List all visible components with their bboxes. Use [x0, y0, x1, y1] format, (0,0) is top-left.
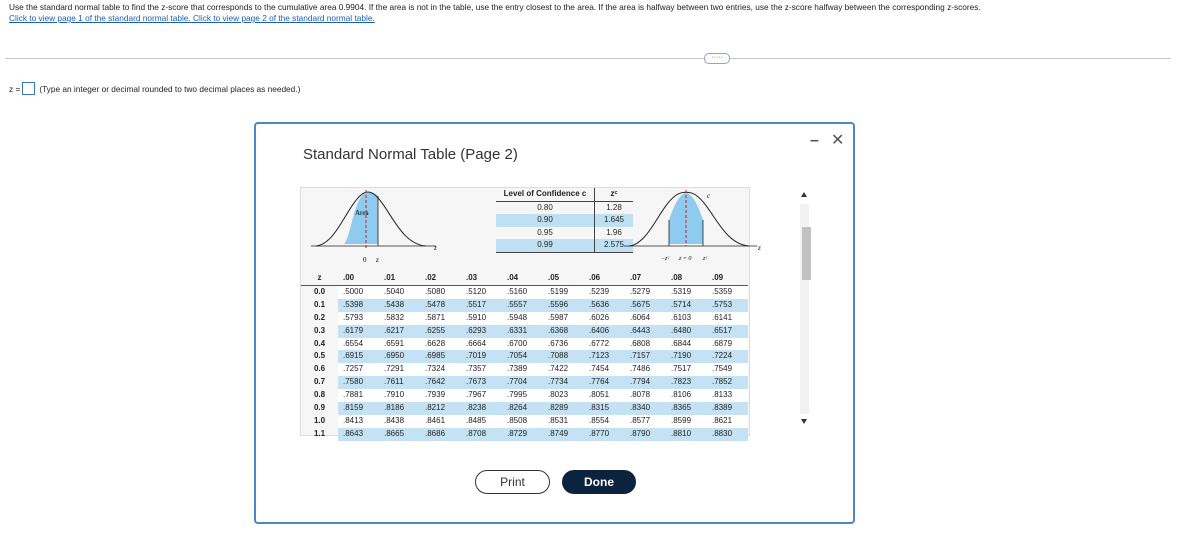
z-table-cell: .8621: [707, 415, 748, 428]
scroll-up-arrow[interactable]: [801, 192, 807, 197]
z-table-cell: .6103: [666, 312, 707, 325]
scroll-down-arrow[interactable]: [801, 419, 807, 424]
z-table-cell: .7224: [707, 350, 748, 363]
table-row: [301, 415, 748, 428]
table-row: [301, 402, 748, 415]
z-table-cell: .5199: [543, 285, 584, 298]
z-table-cell: .8340: [625, 402, 666, 415]
z-table-cell: .7673: [461, 376, 502, 389]
z-table-cell: .8485: [461, 415, 502, 428]
z-table: [301, 272, 748, 441]
z-table-cell: .8315: [584, 402, 625, 415]
conf-header-zc: zᶜ: [595, 188, 634, 201]
z-table-header: z: [301, 272, 338, 285]
z-table-cell: .7549: [707, 363, 748, 376]
z-row-label: 0.6: [313, 364, 326, 374]
z-table-cell: .5948: [502, 312, 543, 325]
center-label: z = 0: [679, 256, 692, 262]
axis-label: z: [758, 244, 761, 252]
z-table-cell: .6700: [502, 338, 543, 351]
z-table-cell: .7454: [584, 363, 625, 376]
neg-zc-label: −zᶜ: [661, 256, 669, 262]
z-table-cell: .8365: [666, 402, 707, 415]
z-table-cell: .6517: [707, 325, 748, 338]
table-figure: [300, 187, 761, 438]
z-table-cell: .7088: [543, 350, 584, 363]
z-table-cell: .7967: [461, 389, 502, 402]
z-table-cell: .7823: [666, 376, 707, 389]
dialog-title: Standard Normal Table (Page 2): [303, 146, 518, 163]
z-table-cell: .8289: [543, 402, 584, 415]
z-table-header: .01: [379, 272, 420, 285]
z-table-cell: .5636: [584, 299, 625, 312]
z-row-label: 0.3: [313, 325, 326, 335]
z-row-label: 0.0: [313, 286, 326, 296]
standard-normal-table-dialog: [254, 122, 855, 524]
conf-cell: 0.80: [537, 202, 553, 212]
table-row: [301, 325, 748, 338]
z-table-cell: .6879: [707, 338, 748, 351]
z-table-cell: .8708: [461, 428, 502, 441]
table-row: [301, 312, 748, 325]
z-table-cell: .6844: [666, 338, 707, 351]
close-button[interactable]: ✕: [831, 132, 845, 149]
z-table-cell: .6628: [420, 338, 461, 351]
z-table-cell: .8830: [707, 428, 748, 441]
z-table-cell: .5910: [461, 312, 502, 325]
z-table-cell: .8133: [707, 389, 748, 402]
divider: [5, 58, 1171, 59]
z-table-cell: .8051: [584, 389, 625, 402]
z-table-cell: .8078: [625, 389, 666, 402]
z-table-cell: .8438: [379, 415, 420, 428]
z-table-cell: .6808: [625, 338, 666, 351]
z-table-cell: .7190: [666, 350, 707, 363]
z-table-cell: .5753: [707, 299, 748, 312]
z-table-cell: .7580: [338, 376, 379, 389]
z-table-cell: .5675: [625, 299, 666, 312]
z-table-cell: .8238: [461, 402, 502, 415]
z-table-cell: .6141: [707, 312, 748, 325]
done-button[interactable]: Done: [562, 470, 636, 494]
z-table-cell: .7995: [502, 389, 543, 402]
z-table-cell: .8810: [666, 428, 707, 441]
z-table-cell: .7910: [379, 389, 420, 402]
z-table-cell: .8665: [379, 428, 420, 441]
z-table-cell: .6915: [338, 350, 379, 363]
z-table-header: .00: [338, 272, 379, 285]
pos-zc-label: zᶜ: [703, 256, 707, 262]
z-table-cell: .7054: [502, 350, 543, 363]
z-table-header: .02: [420, 272, 461, 285]
more-options-button[interactable]: ·····: [704, 53, 730, 64]
z-row-label: 0.2: [313, 312, 326, 322]
z-table-cell: .5398: [338, 299, 379, 312]
z-table-cell: .6772: [584, 338, 625, 351]
table-row: [301, 389, 748, 402]
z-table-cell: .5000: [338, 285, 379, 298]
z-table-cell: .5714: [666, 299, 707, 312]
instruction-text: Use the standard normal table to find the z-score that corresponds to the cumulative area 0.9904. If the area is not in the table, use the entry closest to the area. If the area is halfway between two entries, use the z-score halfway between the corresponding z-scores.: [9, 2, 981, 12]
z-table-cell: .5279: [625, 285, 666, 298]
conf-cell: 1.28: [595, 201, 634, 214]
z-table-cell: .8729: [502, 428, 543, 441]
z-answer-input[interactable]: [22, 82, 35, 95]
z-row-label: 0.8: [313, 390, 326, 400]
z-table-header: .05: [543, 272, 584, 285]
z-table-header: .09: [707, 272, 748, 285]
z-table-cell: .6950: [379, 350, 420, 363]
z-table-cell: .5557: [502, 299, 543, 312]
question-instructions: [9, 2, 1169, 24]
z-table-cell: .6406: [584, 325, 625, 338]
z-table-cell: .6664: [461, 338, 502, 351]
z-table-cell: .8531: [543, 415, 584, 428]
axis-label: z: [434, 244, 437, 252]
z-table-cell: .8599: [666, 415, 707, 428]
z-table-cell: .5987: [543, 312, 584, 325]
z-table-cell: .6331: [502, 325, 543, 338]
z-row-label: 0.4: [313, 338, 326, 348]
z-table-cell: .8106: [666, 389, 707, 402]
z-table-cell: .5871: [420, 312, 461, 325]
z-table-cell: .5438: [379, 299, 420, 312]
z-table-cell: .8461: [420, 415, 461, 428]
right-normal-curve: [619, 188, 769, 268]
z-table-cell: .7422: [543, 363, 584, 376]
z-table-header: .08: [666, 272, 707, 285]
z-table-cell: .6368: [543, 325, 584, 338]
z-table-cell: .7517: [666, 363, 707, 376]
z-table-cell: .7019: [461, 350, 502, 363]
conf-cell: 0.99: [496, 239, 595, 252]
z-table-cell: .6591: [379, 338, 420, 351]
z-label: z: [376, 256, 379, 264]
z-table-cell: .8508: [502, 415, 543, 428]
z-table-cell: .6255: [420, 325, 461, 338]
zero-label: 0: [363, 256, 367, 264]
z-row-label: 0.5: [313, 351, 326, 361]
z-table-cell: .6179: [338, 325, 379, 338]
conf-header-level: Level of Confidence c: [496, 188, 595, 201]
z-table-cell: .6985: [420, 350, 461, 363]
z-row-label: 0.1: [313, 299, 326, 309]
table-row: [301, 350, 748, 363]
z-table-header: .06: [584, 272, 625, 285]
z-table-cell: .7794: [625, 376, 666, 389]
z-table-cell: .7357: [461, 363, 502, 376]
z-table-cell: .5160: [502, 285, 543, 298]
answer-row: [9, 82, 300, 95]
table-row: [301, 428, 748, 441]
z-row-label: 1.1: [313, 428, 326, 438]
z-table-cell: .5239: [584, 285, 625, 298]
z-table-cell: .5120: [461, 285, 502, 298]
shaded-area: [344, 192, 378, 244]
z-table-cell: .8686: [420, 428, 461, 441]
z-table-cell: .7486: [625, 363, 666, 376]
z-table-cell: .8643: [338, 428, 379, 441]
table-row: [301, 376, 748, 389]
z-table-cell: .8159: [338, 402, 379, 415]
table-row: [301, 285, 748, 298]
z-table-cell: .5793: [338, 312, 379, 325]
z-row-label: 0.9: [313, 403, 326, 413]
table-row: [301, 363, 748, 376]
z-table-cell: .7939: [420, 389, 461, 402]
conf-cell: 1.645: [595, 214, 634, 227]
z-table-cell: .7291: [379, 363, 420, 376]
z-table-cell: .5080: [420, 285, 461, 298]
z-table-cell: .7389: [502, 363, 543, 376]
z-table-cell: .8554: [584, 415, 625, 428]
z-table-cell: .7704: [502, 376, 543, 389]
z-table-cell: .6217: [379, 325, 420, 338]
z-table-cell: .5832: [379, 312, 420, 325]
z-table-cell: .7642: [420, 376, 461, 389]
answer-label: z =: [9, 83, 21, 94]
z-table-header: .04: [502, 272, 543, 285]
z-table-cell: .8790: [625, 428, 666, 441]
conf-cell: 0.95: [537, 227, 553, 237]
z-table-cell: .6293: [461, 325, 502, 338]
confidence-level-table: [496, 188, 633, 253]
area-label: Area: [355, 209, 369, 217]
c-label: c: [707, 192, 711, 200]
left-normal-curve: [306, 188, 456, 268]
link-table-page-2[interactable]: Click to view page 2 of the standard normal table.: [193, 13, 375, 23]
z-table-header: .07: [625, 272, 666, 285]
z-table-cell: .5319: [666, 285, 707, 298]
z-table-cell: .7611: [379, 376, 420, 389]
z-table-cell: .8264: [502, 402, 543, 415]
conf-cell: 2.575: [595, 239, 634, 252]
z-table-cell: .6480: [666, 325, 707, 338]
z-table-cell: .8770: [584, 428, 625, 441]
link-table-page-1[interactable]: Click to view page 1 of the standard normal table.: [9, 13, 191, 23]
z-table-cell: .5359: [707, 285, 748, 298]
table-row: [301, 299, 748, 312]
z-table-cell: .6026: [584, 312, 625, 325]
z-table-cell: .5517: [461, 299, 502, 312]
z-table-cell: .5478: [420, 299, 461, 312]
z-table-cell: .7734: [543, 376, 584, 389]
scrollbar-thumb[interactable]: [802, 227, 811, 280]
z-table-cell: .7123: [584, 350, 625, 363]
answer-hint: (Type an integer or decimal rounded to two decimal places as needed.): [39, 83, 301, 94]
z-table-cell: .7257: [338, 363, 379, 376]
z-table-cell: .7764: [584, 376, 625, 389]
z-table-cell: .6443: [625, 325, 666, 338]
z-row-label: 1.0: [313, 415, 326, 425]
z-table-cell: .7324: [420, 363, 461, 376]
z-table-cell: .8749: [543, 428, 584, 441]
z-table-cell: .7157: [625, 350, 666, 363]
conf-cell: 1.96: [595, 227, 634, 240]
z-row-label: 0.7: [313, 377, 326, 387]
z-table-header: .03: [461, 272, 502, 285]
z-table-cell: .7881: [338, 389, 379, 402]
z-table-cell: .8389: [707, 402, 748, 415]
z-table-cell: .5596: [543, 299, 584, 312]
z-table-cell: .8577: [625, 415, 666, 428]
conf-cell: 0.90: [496, 214, 595, 227]
z-table-cell: .8212: [420, 402, 461, 415]
z-table-cell: .8413: [338, 415, 379, 428]
table-row: [301, 338, 748, 351]
z-table-cell: .7852: [707, 376, 748, 389]
z-table-cell: .6064: [625, 312, 666, 325]
print-button[interactable]: Print: [475, 470, 550, 494]
z-table-cell: .5040: [379, 285, 420, 298]
z-table-cell: .6554: [338, 338, 379, 351]
minimize-button[interactable]: –: [810, 132, 819, 149]
z-table-cell: .8186: [379, 402, 420, 415]
z-table-cell: .6736: [543, 338, 584, 351]
z-table-cell: .8023: [543, 389, 584, 402]
